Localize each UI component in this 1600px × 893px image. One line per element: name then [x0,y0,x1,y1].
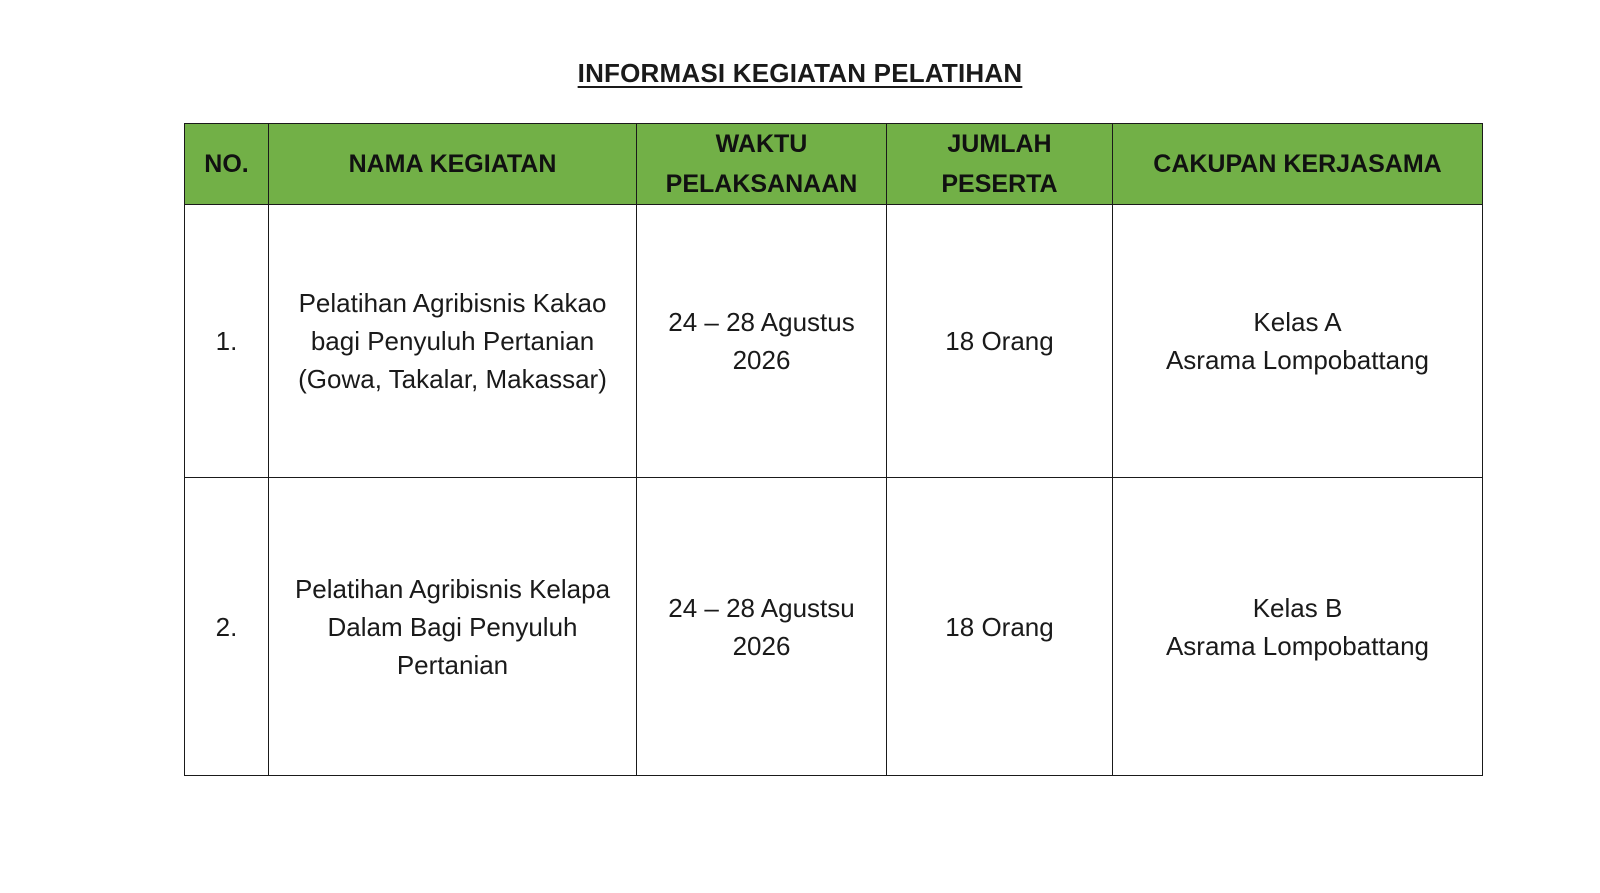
cell-cakupan [1113,205,1483,478]
header-cakupan-kerjasama: CAKUPAN KERJASAMA [1113,124,1483,205]
header-waktu-pelaksanaan [637,124,887,205]
waktu-line-1: 24 – 28 Agustus [668,307,855,337]
nama-line-3: (Gowa, Takalar, Makassar) [298,364,607,394]
header-waktu-line-1: WAKTU [715,130,808,158]
header-jumlah-peserta [887,124,1113,205]
table-row [185,478,1483,776]
header-nama-kegiatan: NAMA KEGIATAN [269,124,637,205]
nama-line-2: Dalam Bagi Penyuluh [327,611,578,642]
nama-line-1: Pelatihan Agribisnis Kelapa [294,573,611,604]
cakupan-line-1: Kelas B [1252,592,1343,623]
nama-line-3: Pertanian [396,649,509,680]
cell-nama-kegiatan [269,205,637,478]
cell-cakupan [1113,478,1483,776]
cell-jumlah-peserta: 18 Orang [887,205,1113,478]
waktu-line-1: 24 – 28 Agustsu [668,592,855,623]
header-waktu-line-2: PELAKSANAAN [665,170,858,198]
document-title: INFORMASI KEGIATAN PELATIHAN [577,58,1023,88]
cell-jumlah-peserta: 18 Orang [887,478,1113,776]
nama-line-2: bagi Penyuluh Pertanian [310,326,595,356]
cell-no: 1. [185,205,269,478]
cakupan-line-1: Kelas A [1253,307,1342,337]
table-header-row [185,124,1483,205]
cell-no: 2. [185,478,269,776]
waktu-line-2: 2026 [732,345,791,375]
nama-line-1: Pelatihan Agribisnis Kakao [298,288,607,318]
cakupan-line-2: Asrama Lompobattang [1165,630,1430,661]
cakupan-line-2: Asrama Lompobattang [1165,345,1430,375]
table-row [185,205,1483,478]
header-no: NO. [185,124,269,205]
header-jumlah-line-2: PESERTA [941,170,1058,198]
waktu-line-2: 2026 [732,630,791,661]
training-info-table [184,123,1483,776]
cell-nama-kegiatan [269,478,637,776]
cell-waktu [637,478,887,776]
cell-waktu [637,205,887,478]
header-jumlah-line-1: JUMLAH [947,130,1052,158]
